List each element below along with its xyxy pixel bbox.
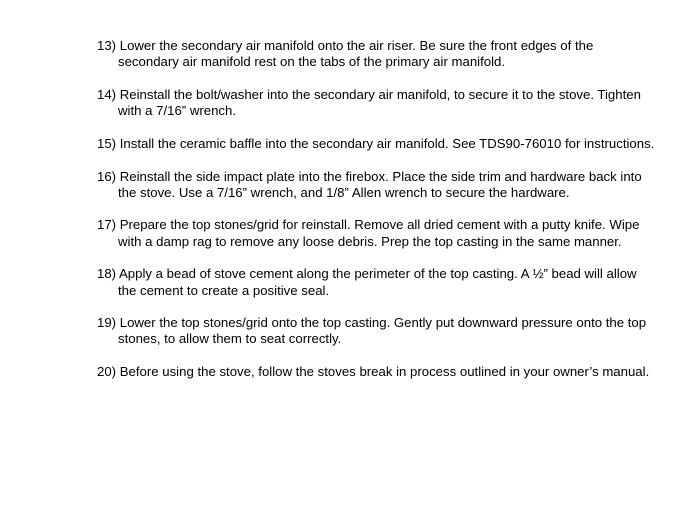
instruction-steps xyxy=(97,38,657,397)
step-number: 17) xyxy=(97,217,117,233)
step-text: Apply a bead of stove cement along the perimeter of the top casting. A ½” bead will allow the cement to create a positive seal. xyxy=(118,266,637,298)
step-number: 13) xyxy=(97,38,117,53)
step-number: 15) xyxy=(97,135,117,151)
step-text: Reinstall the bolt/washer into the secondary air manifold, to secure it to the stove. Tighten with a 7/16” wrench. xyxy=(118,86,641,119)
step-17 xyxy=(97,217,657,249)
step-text: Reinstall the side impact plate into the firebox. Place the side trim and hardware back into the stove. Use a 7/16” wrench, and 1/8” Allen wrench to secure the hardware. xyxy=(118,168,642,200)
step-text: Lower the top stones/grid onto the top casting. Gently put downward pressure onto the top stones, to allow them to seat correctly. xyxy=(118,315,647,347)
step-18 xyxy=(97,266,657,298)
step-number: 19) xyxy=(97,315,117,331)
step-text: Lower the secondary air manifold onto the air riser. Be sure the front edges of the secondary air manifold rest on the tabs of the primary air manifold. xyxy=(118,38,594,70)
step-number: 18) xyxy=(97,266,117,282)
step-number: 20) xyxy=(97,364,117,380)
step-13 xyxy=(97,38,657,70)
step-number: 16) xyxy=(97,168,117,184)
step-20 xyxy=(97,364,657,380)
step-text: Install the ceramic baffle into the secondary air manifold. See TDS90-76010 for instructions. xyxy=(119,135,655,151)
step-14 xyxy=(97,87,657,119)
step-text: Before using the stove, follow the stoves break in process outlined in your owner’s manual. xyxy=(119,364,650,380)
step-text: Prepare the top stones/grid for reinstall. Remove all dried cement with a putty knife. Wipe with a damp rag to remove any loose debris. Prep the top casting in the same manner. xyxy=(118,217,640,249)
step-number: 14) xyxy=(97,86,117,102)
step-19 xyxy=(97,315,657,347)
step-16 xyxy=(97,169,657,201)
step-15 xyxy=(97,136,657,152)
